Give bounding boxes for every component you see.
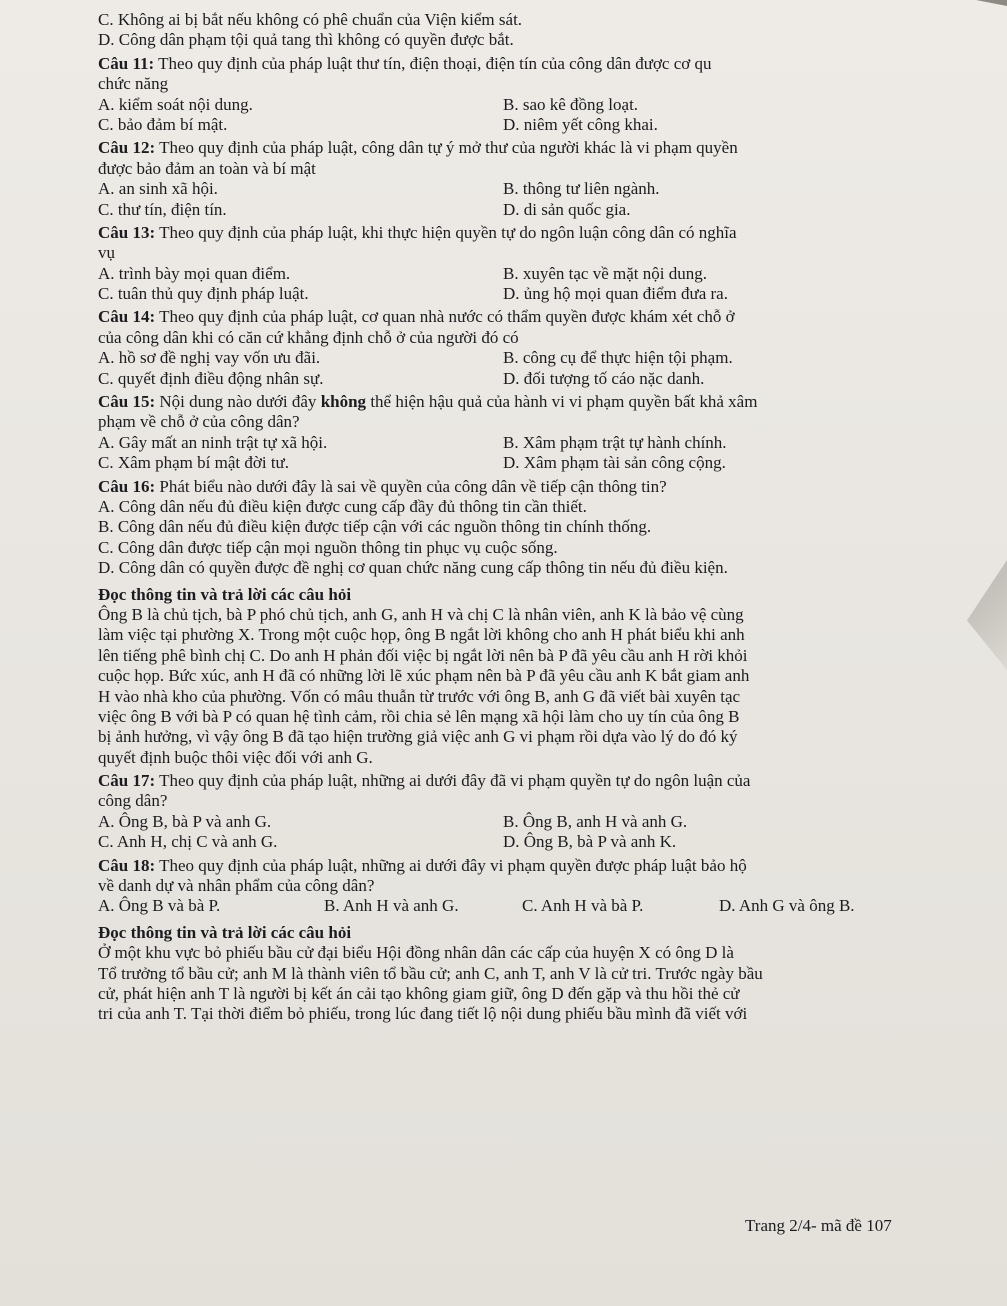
question-14 <box>98 307 973 389</box>
option-row <box>98 348 973 368</box>
question-15 <box>98 392 973 474</box>
option-d: D. đối tượng tố cáo nặc danh. <box>503 368 705 388</box>
option-b: B. Ông B, anh H và anh G. <box>503 811 688 831</box>
question-text: Theo quy định của pháp luật, những ai dưới đây vi phạm quyền được pháp luật bảo hộ <box>155 855 747 875</box>
question-16 <box>98 477 973 579</box>
option-row <box>98 200 973 220</box>
question-label: Câu 14: <box>98 307 156 327</box>
section-heading: Đọc thông tin và trả lời các câu hỏi <box>98 922 352 942</box>
option-row <box>98 433 973 453</box>
option-c: C. bảo đảm bí mật. <box>98 114 228 134</box>
passage-line: Tổ trưởng tổ bầu cử; anh M là thành viên tổ bầu cử; anh C, anh T, anh V là cử tri. Trước ngày bầu <box>98 963 763 983</box>
passage-line: bị ảnh hưởng, vì vậy ông B đã tạo hiện trường giả việc anh G vi phạm rồi dựa vào lý do đó ký <box>98 727 738 747</box>
option-row <box>98 95 973 115</box>
option-c: C. Anh H và bà P. <box>522 896 644 916</box>
option-row <box>98 284 973 304</box>
option-c: C. quyết định điều động nhân sự. <box>98 368 324 388</box>
question-label: Câu 17: <box>98 771 156 791</box>
question-text: công dân? <box>98 791 168 811</box>
question-17 <box>98 771 973 853</box>
option-c: C. tuân thủ quy định pháp luật. <box>98 284 309 304</box>
question-text: Phát biểu nào dưới đây là sai về quyền của công dân về tiếp cận thông tin? <box>155 476 667 496</box>
option-row <box>98 812 973 832</box>
option-row <box>98 832 973 852</box>
option-c: C. Công dân được tiếp cận mọi nguồn thông tin phục vụ cuộc sống. <box>98 537 558 557</box>
question-label: Câu 12: <box>98 138 156 158</box>
question-text: Theo quy định của pháp luật, công dân tự ý mở thư của người khác là vi phạm quyền <box>155 138 738 158</box>
option-d: D. di sản quốc gia. <box>503 199 631 219</box>
option-d: D. Anh G và ông B. <box>719 896 855 916</box>
question-text: Theo quy định của pháp luật, cơ quan nhà nước có thẩm quyền được khám xét chỗ ở <box>155 307 735 327</box>
question-label: Câu 11: <box>98 53 155 73</box>
option-b: B. sao kê đồng loạt. <box>503 94 639 114</box>
option-d: D. Ông B, bà P và anh K. <box>503 832 677 852</box>
option-c: C. thư tín, điện tín. <box>98 199 227 219</box>
passage-line: làm việc tại phường X. Trong một cuộc họp, ông B ngắt lời không cho anh H phát biểu khi anh <box>98 625 745 645</box>
question-label: Câu 16: <box>98 476 156 496</box>
option-row <box>98 264 973 284</box>
option-a: A. trình bày mọi quan điểm. <box>98 263 291 283</box>
question-18 <box>98 856 973 917</box>
question-label: Câu 18: <box>98 855 156 875</box>
question-emphasis: không <box>320 392 367 412</box>
section-heading: Đọc thông tin và trả lời các câu hỏi <box>98 584 352 604</box>
passage-line: Ở một khu vực bỏ phiếu bầu cử đại biểu Hội đồng nhân dân các cấp của huyện X có ông D là <box>98 943 734 963</box>
passage-line: lên tiếng phê bình chị C. Do anh H phản đối việc bị ngắt lời nên bà P đã yêu cầu anh H rời khỏi <box>98 645 748 665</box>
option-c: C. Xâm phạm bí mật đời tư. <box>98 453 290 473</box>
option-b: B. Công dân nếu đủ điều kiện được tiếp cận với các nguồn thông tin chính thống. <box>98 517 652 537</box>
question-11 <box>98 54 973 136</box>
option-row <box>98 179 973 199</box>
question-text: Theo quy định của pháp luật, khi thực hiện quyền tự do ngôn luận công dân có nghĩa <box>155 222 737 242</box>
passage-line: cử, phát hiện anh T là người bị kết án cải tạo không giam giữ, ông D đến gặp và thu hồi thẻ cử <box>98 983 740 1003</box>
option-row <box>98 453 973 473</box>
question-text: chức năng <box>98 74 169 94</box>
question-text: về danh dự và nhân phẩm của công dân? <box>98 876 375 896</box>
passage-line: tri của anh T. Tại thời điểm bỏ phiếu, trong lúc đang tiết lộ nội dung phiếu bầu mình đã viết với <box>98 1004 748 1024</box>
option-a: A. Ông B và bà P. <box>98 896 221 916</box>
reading-passage <box>98 605 973 768</box>
passage-line: quyết định buộc thôi việc đối với anh G. <box>98 747 373 767</box>
page-footer: Trang 2/4- mã đề 107 <box>745 1216 892 1235</box>
option-b: B. Anh H và anh G. <box>324 896 459 916</box>
reading-passage <box>98 943 973 1025</box>
option-a: A. an sinh xã hội. <box>98 179 218 199</box>
question-label: Câu 13: <box>98 222 156 242</box>
question-text: được bảo đảm an toàn và bí mật <box>98 158 316 178</box>
option-d: D. ủng hộ mọi quan điểm đưa ra. <box>503 284 728 304</box>
question-13 <box>98 223 973 305</box>
option-c: C. Anh H, chị C và anh G. <box>98 832 278 852</box>
option-d: D. Xâm phạm tài sản công cộng. <box>503 453 726 473</box>
option-a: A. Ông B, bà P và anh G. <box>98 811 272 831</box>
question-text: Theo quy định của pháp luật, những ai dưới đây đã vi phạm quyền tự do ngôn luận của <box>155 771 751 791</box>
question-text: Nội dung nào dưới đây <box>155 392 321 412</box>
option-row <box>98 115 973 135</box>
option-b: B. thông tư liên ngành. <box>503 179 660 199</box>
option-a: A. Gây mất an ninh trật tự xã hội. <box>98 432 328 452</box>
exam-content <box>98 10 973 1025</box>
option-row <box>98 896 973 916</box>
option-b: B. Xâm phạm trật tự hành chính. <box>503 432 727 452</box>
question-12 <box>98 138 973 220</box>
option-row <box>98 369 973 389</box>
question-text: phạm về chỗ ở của công dân? <box>98 412 300 432</box>
passage-line: cuộc họp. Bức xúc, anh H đã có những lời lẽ xúc phạm nên bà P đã yêu cầu anh K bắt giam anh <box>98 666 750 686</box>
option-b: B. công cụ để thực hiện tội phạm. <box>503 348 733 368</box>
question-text: Theo quy định của pháp luật thư tín, điện thoại, điện tín của công dân được cơ qu <box>154 53 712 73</box>
option-d: D. niêm yết công khai. <box>503 114 658 134</box>
answer-line: D. Công dân phạm tội quả tang thì không có quyền được bắt. <box>98 30 514 50</box>
option-a: A. Công dân nếu đủ điều kiện được cung cấp đầy đủ thông tin cần thiết. <box>98 496 587 516</box>
question-text: thể hiện hậu quả của hành vi vi phạm quyền bất khả xâm <box>366 392 758 412</box>
passage-line: Ông B là chủ tịch, bà P phó chủ tịch, anh G, anh H và chị C là nhân viên, anh K là bảo vệ cùng <box>98 604 744 624</box>
option-a: A. kiểm soát nội dung. <box>98 94 253 114</box>
answer-line: C. Không ai bị bắt nếu không có phê chuẩn của Viện kiểm sát. <box>98 10 523 29</box>
question-label: Câu 15: <box>98 392 156 412</box>
option-a: A. hồ sơ đề nghị vay vốn ưu đãi. <box>98 348 321 368</box>
option-d: D. Công dân có quyền được đề nghị cơ quan chức năng cung cấp thông tin nếu đủ điều kiện. <box>98 558 728 578</box>
passage-line: việc ông B với bà P có quan hệ tình cảm, rồi chia sẻ lên mạng xã hội làm cho uy tín của ông B <box>98 706 740 726</box>
question-text: của công dân khi có căn cứ khẳng định chỗ ở của người đó có <box>98 327 519 347</box>
passage-line: H vào nhà kho của phường. Vốn có mâu thuẫn từ trước với ông B, anh G đã viết bài xuyên tạc <box>98 686 741 706</box>
question-text: vụ <box>98 243 115 263</box>
option-b: B. xuyên tạc về mặt nội dung. <box>503 263 707 283</box>
